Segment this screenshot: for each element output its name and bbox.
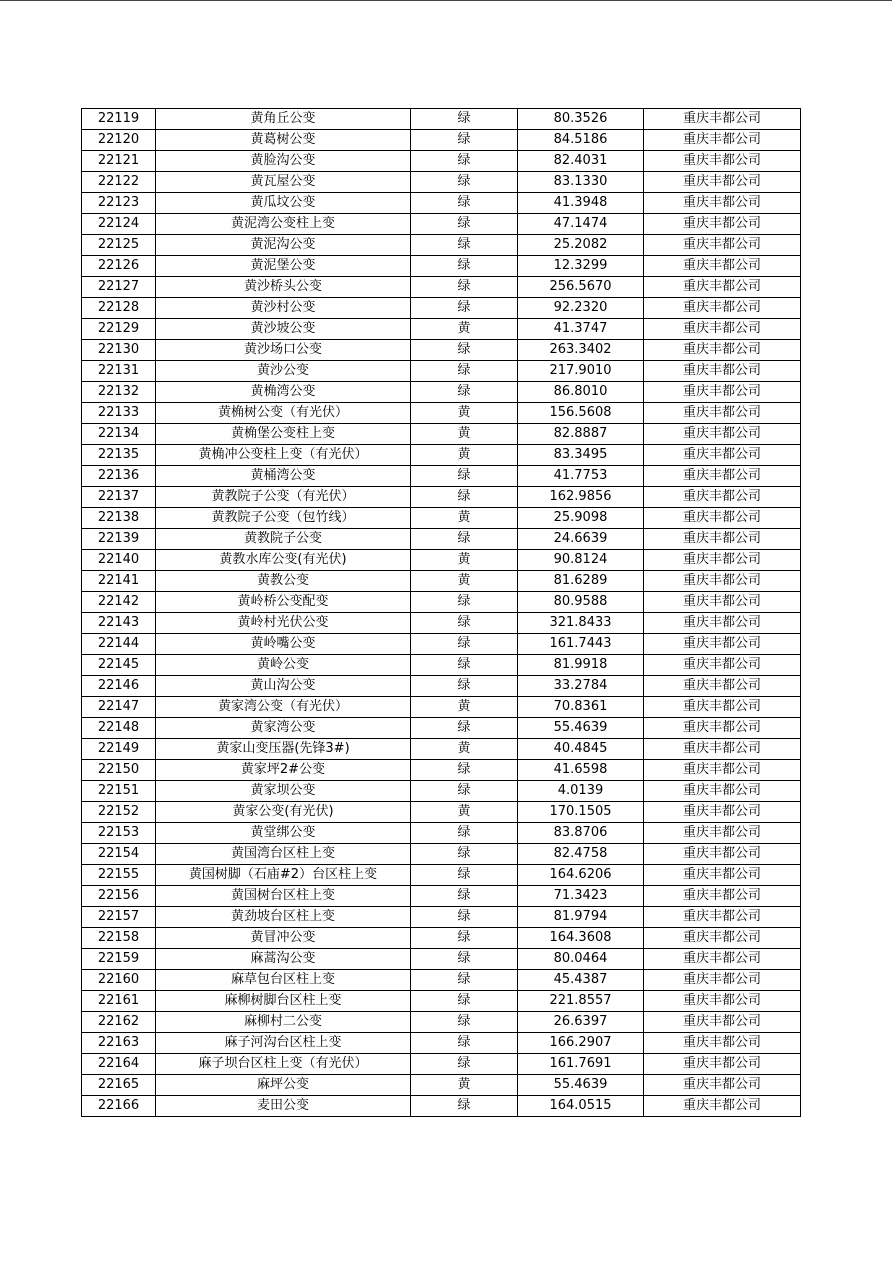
cell-value: 41.3948 bbox=[518, 193, 644, 214]
table-row bbox=[82, 865, 801, 886]
cell-company: 重庆丰都公司 bbox=[644, 613, 801, 634]
cell-status-color: 黄 bbox=[411, 319, 518, 340]
cell-name: 黄教公变 bbox=[156, 571, 411, 592]
table-row bbox=[82, 109, 801, 130]
cell-status-color: 绿 bbox=[411, 172, 518, 193]
cell-value: 45.4387 bbox=[518, 970, 644, 991]
cell-status-color: 绿 bbox=[411, 592, 518, 613]
cell-value: 221.8557 bbox=[518, 991, 644, 1012]
cell-value: 82.4031 bbox=[518, 151, 644, 172]
cell-status-color: 绿 bbox=[411, 613, 518, 634]
cell-company: 重庆丰都公司 bbox=[644, 193, 801, 214]
cell-status-color: 绿 bbox=[411, 130, 518, 151]
cell-id: 22163 bbox=[82, 1033, 156, 1054]
cell-value: 84.5186 bbox=[518, 130, 644, 151]
cell-name: 麻子河沟台区柱上变 bbox=[156, 1033, 411, 1054]
cell-status-color: 绿 bbox=[411, 277, 518, 298]
cell-value: 83.3495 bbox=[518, 445, 644, 466]
table-row bbox=[82, 823, 801, 844]
cell-id: 22146 bbox=[82, 676, 156, 697]
cell-id: 22165 bbox=[82, 1075, 156, 1096]
cell-status-color: 绿 bbox=[411, 361, 518, 382]
cell-id: 22135 bbox=[82, 445, 156, 466]
cell-company: 重庆丰都公司 bbox=[644, 487, 801, 508]
table-row bbox=[82, 802, 801, 823]
cell-status-color: 绿 bbox=[411, 298, 518, 319]
cell-value: 41.3747 bbox=[518, 319, 644, 340]
cell-value: 164.6206 bbox=[518, 865, 644, 886]
table-row bbox=[82, 529, 801, 550]
cell-value: 82.8887 bbox=[518, 424, 644, 445]
table-row bbox=[82, 613, 801, 634]
cell-value: 80.9588 bbox=[518, 592, 644, 613]
cell-value: 24.6639 bbox=[518, 529, 644, 550]
cell-id: 22156 bbox=[82, 886, 156, 907]
table-row bbox=[82, 970, 801, 991]
cell-company: 重庆丰都公司 bbox=[644, 340, 801, 361]
cell-value: 70.8361 bbox=[518, 697, 644, 718]
cell-id: 22123 bbox=[82, 193, 156, 214]
cell-company: 重庆丰都公司 bbox=[644, 781, 801, 802]
cell-company: 重庆丰都公司 bbox=[644, 277, 801, 298]
cell-status-color: 黄 bbox=[411, 550, 518, 571]
cell-id: 22164 bbox=[82, 1054, 156, 1075]
cell-id: 22128 bbox=[82, 298, 156, 319]
cell-status-color: 黄 bbox=[411, 571, 518, 592]
cell-status-color: 绿 bbox=[411, 676, 518, 697]
cell-company: 重庆丰都公司 bbox=[644, 466, 801, 487]
cell-name: 黄沙公变 bbox=[156, 361, 411, 382]
cell-name: 黄桶湾公变 bbox=[156, 466, 411, 487]
cell-name: 麻蒿沟公变 bbox=[156, 949, 411, 970]
cell-status-color: 绿 bbox=[411, 1096, 518, 1117]
cell-company: 重庆丰都公司 bbox=[644, 949, 801, 970]
cell-value: 83.1330 bbox=[518, 172, 644, 193]
cell-name: 黄家湾公变 bbox=[156, 718, 411, 739]
cell-name: 黄岭公变 bbox=[156, 655, 411, 676]
table-row bbox=[82, 424, 801, 445]
cell-id: 22166 bbox=[82, 1096, 156, 1117]
cell-company: 重庆丰都公司 bbox=[644, 718, 801, 739]
cell-company: 重庆丰都公司 bbox=[644, 676, 801, 697]
cell-id: 22119 bbox=[82, 109, 156, 130]
cell-name: 黄国湾台区柱上变 bbox=[156, 844, 411, 865]
cell-name: 黄泥堡公变 bbox=[156, 256, 411, 277]
cell-id: 22129 bbox=[82, 319, 156, 340]
cell-name: 黄葛树公变 bbox=[156, 130, 411, 151]
cell-status-color: 绿 bbox=[411, 193, 518, 214]
cell-value: 92.2320 bbox=[518, 298, 644, 319]
cell-status-color: 黄 bbox=[411, 508, 518, 529]
cell-company: 重庆丰都公司 bbox=[644, 529, 801, 550]
cell-name: 黄教院子公变（有光伏） bbox=[156, 487, 411, 508]
cell-value: 82.4758 bbox=[518, 844, 644, 865]
cell-company: 重庆丰都公司 bbox=[644, 886, 801, 907]
cell-value: 256.5670 bbox=[518, 277, 644, 298]
table-row bbox=[82, 235, 801, 256]
table-row bbox=[82, 151, 801, 172]
cell-status-color: 绿 bbox=[411, 718, 518, 739]
cell-status-color: 绿 bbox=[411, 970, 518, 991]
cell-name: 黄泥沟公变 bbox=[156, 235, 411, 256]
cell-status-color: 绿 bbox=[411, 529, 518, 550]
cell-id: 22138 bbox=[82, 508, 156, 529]
cell-company: 重庆丰都公司 bbox=[644, 760, 801, 781]
table-row bbox=[82, 550, 801, 571]
cell-value: 161.7691 bbox=[518, 1054, 644, 1075]
table-row bbox=[82, 466, 801, 487]
table-row bbox=[82, 739, 801, 760]
cell-company: 重庆丰都公司 bbox=[644, 550, 801, 571]
cell-id: 22133 bbox=[82, 403, 156, 424]
cell-id: 22132 bbox=[82, 382, 156, 403]
cell-id: 22161 bbox=[82, 991, 156, 1012]
cell-value: 90.8124 bbox=[518, 550, 644, 571]
cell-id: 22120 bbox=[82, 130, 156, 151]
cell-id: 22134 bbox=[82, 424, 156, 445]
cell-value: 81.6289 bbox=[518, 571, 644, 592]
cell-name: 黄瓦屋公变 bbox=[156, 172, 411, 193]
cell-name: 黄沙场口公变 bbox=[156, 340, 411, 361]
cell-value: 47.1474 bbox=[518, 214, 644, 235]
cell-company: 重庆丰都公司 bbox=[644, 865, 801, 886]
cell-company: 重庆丰都公司 bbox=[644, 907, 801, 928]
cell-name: 黄沙村公变 bbox=[156, 298, 411, 319]
table-row bbox=[82, 676, 801, 697]
cell-status-color: 绿 bbox=[411, 1054, 518, 1075]
table-row bbox=[82, 592, 801, 613]
cell-value: 81.9918 bbox=[518, 655, 644, 676]
cell-status-color: 黄 bbox=[411, 424, 518, 445]
cell-id: 22142 bbox=[82, 592, 156, 613]
cell-name: 黄桷树公变（有光伏） bbox=[156, 403, 411, 424]
table-row bbox=[82, 298, 801, 319]
cell-company: 重庆丰都公司 bbox=[644, 634, 801, 655]
cell-id: 22162 bbox=[82, 1012, 156, 1033]
cell-id: 22145 bbox=[82, 655, 156, 676]
cell-status-color: 绿 bbox=[411, 949, 518, 970]
cell-company: 重庆丰都公司 bbox=[644, 970, 801, 991]
cell-status-color: 绿 bbox=[411, 151, 518, 172]
table-row bbox=[82, 277, 801, 298]
cell-status-color: 绿 bbox=[411, 109, 518, 130]
page-top-border bbox=[0, 0, 892, 1]
cell-company: 重庆丰都公司 bbox=[644, 109, 801, 130]
cell-status-color: 绿 bbox=[411, 907, 518, 928]
cell-value: 81.9794 bbox=[518, 907, 644, 928]
cell-company: 重庆丰都公司 bbox=[644, 655, 801, 676]
cell-company: 重庆丰都公司 bbox=[644, 235, 801, 256]
cell-company: 重庆丰都公司 bbox=[644, 1033, 801, 1054]
cell-id: 22143 bbox=[82, 613, 156, 634]
table-row bbox=[82, 361, 801, 382]
cell-value: 162.9856 bbox=[518, 487, 644, 508]
cell-name: 黄山沟公变 bbox=[156, 676, 411, 697]
table-row bbox=[82, 256, 801, 277]
cell-id: 22148 bbox=[82, 718, 156, 739]
cell-status-color: 绿 bbox=[411, 865, 518, 886]
cell-value: 263.3402 bbox=[518, 340, 644, 361]
cell-name: 黄家山变压器(先锋3#) bbox=[156, 739, 411, 760]
cell-name: 黄泥湾公变柱上变 bbox=[156, 214, 411, 235]
transformer-table bbox=[81, 108, 801, 1117]
cell-status-color: 黄 bbox=[411, 697, 518, 718]
table-row bbox=[82, 655, 801, 676]
cell-value: 166.2907 bbox=[518, 1033, 644, 1054]
cell-company: 重庆丰都公司 bbox=[644, 382, 801, 403]
cell-status-color: 绿 bbox=[411, 655, 518, 676]
cell-id: 22140 bbox=[82, 550, 156, 571]
cell-company: 重庆丰都公司 bbox=[644, 256, 801, 277]
cell-status-color: 绿 bbox=[411, 781, 518, 802]
cell-name: 黄家公变(有光伏) bbox=[156, 802, 411, 823]
cell-name: 黄国树脚（石庙#2）台区柱上变 bbox=[156, 865, 411, 886]
table-row bbox=[82, 340, 801, 361]
cell-id: 22152 bbox=[82, 802, 156, 823]
cell-name: 黄国树台区柱上变 bbox=[156, 886, 411, 907]
cell-value: 164.3608 bbox=[518, 928, 644, 949]
cell-status-color: 绿 bbox=[411, 487, 518, 508]
cell-name: 麦田公变 bbox=[156, 1096, 411, 1117]
cell-company: 重庆丰都公司 bbox=[644, 991, 801, 1012]
table-row bbox=[82, 130, 801, 151]
cell-id: 22131 bbox=[82, 361, 156, 382]
cell-name: 麻柳树脚台区柱上变 bbox=[156, 991, 411, 1012]
cell-name: 黄家坪2#公变 bbox=[156, 760, 411, 781]
cell-value: 55.4639 bbox=[518, 718, 644, 739]
cell-value: 55.4639 bbox=[518, 1075, 644, 1096]
cell-id: 22137 bbox=[82, 487, 156, 508]
cell-name: 黄家湾公变（有光伏） bbox=[156, 697, 411, 718]
cell-value: 12.3299 bbox=[518, 256, 644, 277]
cell-name: 黄脸沟公变 bbox=[156, 151, 411, 172]
cell-id: 22121 bbox=[82, 151, 156, 172]
cell-value: 25.9098 bbox=[518, 508, 644, 529]
table-row bbox=[82, 172, 801, 193]
cell-company: 重庆丰都公司 bbox=[644, 361, 801, 382]
cell-value: 80.0464 bbox=[518, 949, 644, 970]
cell-status-color: 黄 bbox=[411, 403, 518, 424]
cell-status-color: 绿 bbox=[411, 340, 518, 361]
table-row bbox=[82, 214, 801, 235]
cell-value: 161.7443 bbox=[518, 634, 644, 655]
cell-id: 22157 bbox=[82, 907, 156, 928]
table-row bbox=[82, 508, 801, 529]
cell-name: 黄堂绑公变 bbox=[156, 823, 411, 844]
cell-value: 156.5608 bbox=[518, 403, 644, 424]
cell-value: 41.7753 bbox=[518, 466, 644, 487]
cell-id: 22160 bbox=[82, 970, 156, 991]
cell-company: 重庆丰都公司 bbox=[644, 1012, 801, 1033]
cell-company: 重庆丰都公司 bbox=[644, 1096, 801, 1117]
cell-id: 22124 bbox=[82, 214, 156, 235]
table-row bbox=[82, 781, 801, 802]
cell-name: 麻坪公变 bbox=[156, 1075, 411, 1096]
cell-name: 麻子坝台区柱上变（有光伏） bbox=[156, 1054, 411, 1075]
cell-company: 重庆丰都公司 bbox=[644, 739, 801, 760]
cell-name: 麻草包台区柱上变 bbox=[156, 970, 411, 991]
cell-value: 71.3423 bbox=[518, 886, 644, 907]
cell-name: 黄沙坡公变 bbox=[156, 319, 411, 340]
cell-status-color: 绿 bbox=[411, 466, 518, 487]
cell-company: 重庆丰都公司 bbox=[644, 214, 801, 235]
table-row bbox=[82, 1033, 801, 1054]
table-row bbox=[82, 844, 801, 865]
cell-status-color: 绿 bbox=[411, 823, 518, 844]
cell-id: 22139 bbox=[82, 529, 156, 550]
table-row bbox=[82, 403, 801, 424]
cell-company: 重庆丰都公司 bbox=[644, 130, 801, 151]
table-row bbox=[82, 718, 801, 739]
cell-status-color: 绿 bbox=[411, 214, 518, 235]
cell-status-color: 绿 bbox=[411, 886, 518, 907]
cell-id: 22154 bbox=[82, 844, 156, 865]
table-row bbox=[82, 382, 801, 403]
cell-id: 22158 bbox=[82, 928, 156, 949]
cell-company: 重庆丰都公司 bbox=[644, 928, 801, 949]
cell-name: 黄岭嘴公变 bbox=[156, 634, 411, 655]
cell-value: 40.4845 bbox=[518, 739, 644, 760]
table-row bbox=[82, 1075, 801, 1096]
cell-company: 重庆丰都公司 bbox=[644, 298, 801, 319]
cell-company: 重庆丰都公司 bbox=[644, 697, 801, 718]
cell-name: 黄沙桥头公变 bbox=[156, 277, 411, 298]
cell-value: 25.2082 bbox=[518, 235, 644, 256]
table-row bbox=[82, 991, 801, 1012]
cell-id: 22150 bbox=[82, 760, 156, 781]
cell-value: 217.9010 bbox=[518, 361, 644, 382]
cell-id: 22155 bbox=[82, 865, 156, 886]
table-row bbox=[82, 1012, 801, 1033]
table-row bbox=[82, 445, 801, 466]
cell-name: 黄教院子公变 bbox=[156, 529, 411, 550]
cell-company: 重庆丰都公司 bbox=[644, 1054, 801, 1075]
table-row bbox=[82, 928, 801, 949]
table-row bbox=[82, 319, 801, 340]
cell-name: 黄岭桥公变配变 bbox=[156, 592, 411, 613]
cell-id: 22149 bbox=[82, 739, 156, 760]
table-row bbox=[82, 634, 801, 655]
cell-company: 重庆丰都公司 bbox=[644, 319, 801, 340]
cell-id: 22144 bbox=[82, 634, 156, 655]
table-row bbox=[82, 886, 801, 907]
cell-status-color: 黄 bbox=[411, 445, 518, 466]
cell-status-color: 绿 bbox=[411, 1012, 518, 1033]
cell-value: 170.1505 bbox=[518, 802, 644, 823]
cell-status-color: 绿 bbox=[411, 382, 518, 403]
cell-company: 重庆丰都公司 bbox=[644, 403, 801, 424]
cell-status-color: 绿 bbox=[411, 256, 518, 277]
cell-value: 83.8706 bbox=[518, 823, 644, 844]
cell-value: 164.0515 bbox=[518, 1096, 644, 1117]
cell-status-color: 绿 bbox=[411, 844, 518, 865]
cell-company: 重庆丰都公司 bbox=[644, 445, 801, 466]
cell-company: 重庆丰都公司 bbox=[644, 823, 801, 844]
cell-name: 麻柳村二公变 bbox=[156, 1012, 411, 1033]
cell-status-color: 黄 bbox=[411, 802, 518, 823]
cell-id: 22151 bbox=[82, 781, 156, 802]
cell-value: 86.8010 bbox=[518, 382, 644, 403]
cell-company: 重庆丰都公司 bbox=[644, 844, 801, 865]
cell-id: 22127 bbox=[82, 277, 156, 298]
cell-name: 黄教水库公变(有光伏) bbox=[156, 550, 411, 571]
cell-status-color: 绿 bbox=[411, 760, 518, 781]
cell-id: 22147 bbox=[82, 697, 156, 718]
cell-name: 黄岭村光伏公变 bbox=[156, 613, 411, 634]
cell-status-color: 绿 bbox=[411, 634, 518, 655]
cell-status-color: 绿 bbox=[411, 1033, 518, 1054]
table-row bbox=[82, 571, 801, 592]
cell-value: 33.2784 bbox=[518, 676, 644, 697]
cell-company: 重庆丰都公司 bbox=[644, 151, 801, 172]
cell-value: 4.0139 bbox=[518, 781, 644, 802]
cell-status-color: 黄 bbox=[411, 1075, 518, 1096]
cell-id: 22153 bbox=[82, 823, 156, 844]
cell-value: 41.6598 bbox=[518, 760, 644, 781]
table-row bbox=[82, 697, 801, 718]
table-row bbox=[82, 760, 801, 781]
table-row bbox=[82, 1096, 801, 1117]
cell-value: 80.3526 bbox=[518, 109, 644, 130]
cell-name: 黄瓜坟公变 bbox=[156, 193, 411, 214]
cell-status-color: 绿 bbox=[411, 235, 518, 256]
cell-company: 重庆丰都公司 bbox=[644, 508, 801, 529]
cell-id: 22126 bbox=[82, 256, 156, 277]
cell-name: 黄桷冲公变柱上变（有光伏） bbox=[156, 445, 411, 466]
cell-name: 黄桷堡公变柱上变 bbox=[156, 424, 411, 445]
cell-id: 22159 bbox=[82, 949, 156, 970]
cell-value: 321.8433 bbox=[518, 613, 644, 634]
table-row bbox=[82, 907, 801, 928]
cell-company: 重庆丰都公司 bbox=[644, 1075, 801, 1096]
cell-name: 黄劲坡台区柱上变 bbox=[156, 907, 411, 928]
cell-id: 22122 bbox=[82, 172, 156, 193]
table-row bbox=[82, 487, 801, 508]
table-row bbox=[82, 193, 801, 214]
cell-id: 22136 bbox=[82, 466, 156, 487]
cell-name: 黄桷湾公变 bbox=[156, 382, 411, 403]
table-row bbox=[82, 949, 801, 970]
cell-name: 黄冒冲公变 bbox=[156, 928, 411, 949]
cell-company: 重庆丰都公司 bbox=[644, 802, 801, 823]
cell-id: 22141 bbox=[82, 571, 156, 592]
cell-name: 黄角丘公变 bbox=[156, 109, 411, 130]
cell-value: 26.6397 bbox=[518, 1012, 644, 1033]
table-row bbox=[82, 1054, 801, 1075]
cell-status-color: 黄 bbox=[411, 739, 518, 760]
cell-company: 重庆丰都公司 bbox=[644, 172, 801, 193]
cell-status-color: 绿 bbox=[411, 991, 518, 1012]
cell-name: 黄教院子公变（包竹线） bbox=[156, 508, 411, 529]
cell-name: 黄家坝公变 bbox=[156, 781, 411, 802]
cell-company: 重庆丰都公司 bbox=[644, 592, 801, 613]
cell-id: 22130 bbox=[82, 340, 156, 361]
cell-company: 重庆丰都公司 bbox=[644, 571, 801, 592]
cell-id: 22125 bbox=[82, 235, 156, 256]
cell-status-color: 绿 bbox=[411, 928, 518, 949]
table-body bbox=[82, 109, 801, 1117]
cell-company: 重庆丰都公司 bbox=[644, 424, 801, 445]
